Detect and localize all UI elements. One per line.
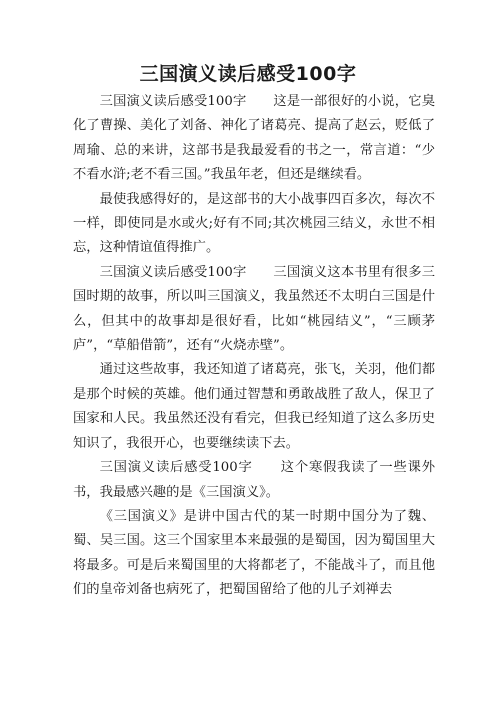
document-body	[73, 90, 435, 603]
paragraph: 《三国演义》是讲中国古代的某一时期中国分为了魏、蜀、吴三国。这三个国家里本来最强的是蜀国，因为蜀国里大将最多。可是后来蜀国里的大将都老了，不能战斗了，而且他们的皇帝刘备也病死了，把蜀国留给了他的儿子刘禅去	[73, 508, 435, 598]
paragraph: 通过这些故事，我还知道了诸葛亮，张飞，关羽，他们都是那个时候的英雄。他们通过智慧和勇敢战胜了敌人，保卫了国家和人民。我虽然还没有看完，但我已经知道了这么多历史知识了，我很开心，也要继续读下去。	[73, 362, 435, 451]
paragraph: 三国演义读后感受100字 三国演义这本书里有很多三国时期的故事，所以叫三国演义，我虽然还不太明白三国是什么，但其中的故事却是很好看，比如“桃园结义”，“三顾茅庐”，“草船借箭”，还有“火烧赤壁”。	[73, 264, 435, 354]
paragraph: 最使我感得好的，是这部书的大小战事四百多次，每次不一样，即使同是水或火;好有不同;其次桃园三结义，永世不相忘，这种情谊值得推广。	[73, 191, 435, 256]
paragraph: 三国演义读后感受100字 这是一部很好的小说，它臭化了曹操、美化了刘备、神化了诸葛亮、提高了赵云，贬低了周瑜、总的来讲，这部书是我最爱看的书之一，常言道：“少不看水浒;老不看三国。”我虽年老，但还是继续看。	[73, 94, 435, 183]
paragraph: 三国演义读后感受100字 这个寒假我读了一些课外书，我最感兴趣的是《三国演义》。	[73, 460, 435, 500]
document-title: 三国演义读后感受100字	[139, 63, 357, 85]
